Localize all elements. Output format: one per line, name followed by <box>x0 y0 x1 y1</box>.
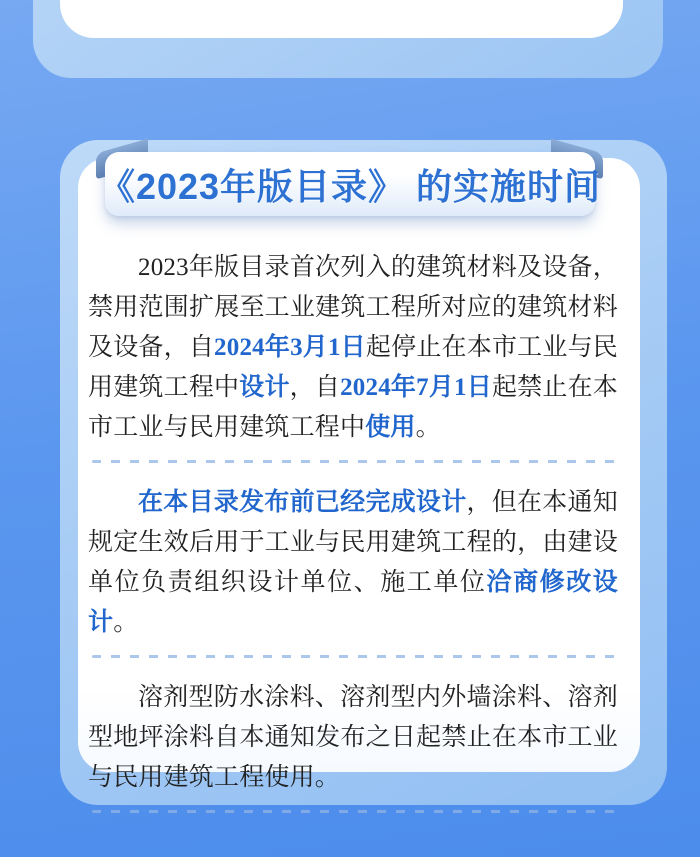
highlight-text: 2024年7月1日 <box>340 374 492 401</box>
dashed-divider <box>92 810 616 813</box>
highlight-text: 使用 <box>365 414 416 441</box>
card-title: 《2023年版目录》 的实施时间 <box>98 165 602 207</box>
implementation-time-card <box>60 140 667 805</box>
highlight-text: 设计 <box>239 374 290 401</box>
body-text: ，自 <box>289 374 341 401</box>
body-text: 溶剂型防水涂料、溶剂型内外墙涂料、溶剂型地坪涂料自本通知发布之日起禁止在本市工业与民用建筑工程使用。 <box>88 684 618 791</box>
body-text: 。 <box>415 414 441 441</box>
paragraph-completed-designs <box>88 483 618 643</box>
body-text: 。 <box>113 609 139 636</box>
body-text: 起停止在本市工业与民用建筑工程中 <box>88 334 618 401</box>
previous-card-body <box>60 0 623 38</box>
dashed-divider <box>92 460 616 463</box>
highlight-text: 在本目录发布前已经完成设计 <box>138 489 467 516</box>
title-ribbon <box>98 152 602 216</box>
body-text: ，但在本通知规定生效后用于工业与民用建筑工程的，由建设单位负责组织设计单位、施工单位 <box>88 489 618 596</box>
body-text: 起禁止在本市工业与民用建筑工程中 <box>88 374 618 441</box>
body-text: 2023年版目录首次列入的建筑材料及设备，禁用范围扩展至工业建筑工程所对应的建筑材料及设备，自 <box>88 254 618 361</box>
dashed-divider <box>92 655 616 658</box>
highlight-text: 洽商修改设计 <box>88 569 618 636</box>
card-text-area <box>78 158 640 791</box>
previous-card-remnant <box>33 0 663 78</box>
paragraph-solvent-coatings <box>88 678 618 798</box>
highlight-text: 2024年3月1日 <box>214 334 366 361</box>
paragraph-implementation-dates <box>88 248 618 448</box>
